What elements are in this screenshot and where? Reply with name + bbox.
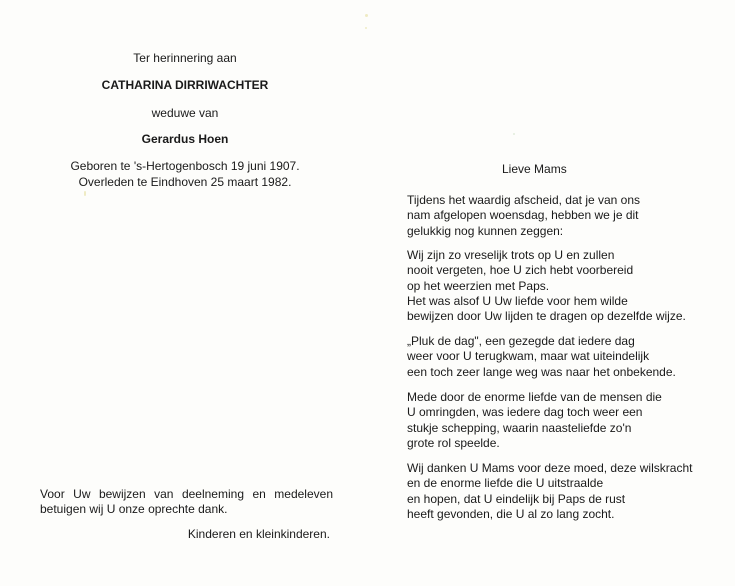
- paper-speck: [365, 14, 368, 17]
- poem-stanza: [407, 334, 676, 380]
- poem-line: Het was alsof U Uw liefde voor hem wilde: [407, 293, 628, 308]
- poem-line: een toch zeer lange weg was naar het onbekende.: [407, 364, 676, 379]
- poem-line: nam afgelopen woensdag, hebben we je dit: [407, 208, 639, 223]
- poem-line: gelukkig nog kunnen zeggen:: [407, 223, 564, 238]
- thanks-line: Voor Uw bewijzen van deelneming en medeleven: [40, 487, 333, 501]
- paper-speck: [365, 27, 367, 29]
- poem-line: weer voor U terugkwam, maar wat uiteindelijk: [407, 349, 650, 364]
- poem-line: Tijdens het waardig afscheid, dat je van ons: [407, 193, 641, 207]
- poem-title: Lieve Mams: [502, 162, 567, 176]
- poem-line: stukje schepping, waarin naasteliefde zo'n: [407, 420, 632, 435]
- poem-line: Wij danken U Mams voor deze moed, deze wilskracht: [407, 461, 693, 475]
- poem-line: U omringden, was iedere dag toch weer een: [407, 405, 643, 420]
- paper-speck: [84, 191, 86, 196]
- poem-stanza: [407, 193, 640, 239]
- life-dates: [0, 158, 370, 190]
- poem-line: „Pluk de dag", een gezegde dat iedere dag: [407, 334, 635, 348]
- death-line: Overleden te Eindhoven 25 maart 1982.: [78, 175, 292, 189]
- signature: Kinderen en kleinkinderen.: [187, 527, 330, 541]
- poem-line: op het weerzien met Paps.: [407, 278, 550, 293]
- relation-text: weduwe van: [151, 106, 219, 120]
- poem-line: grote rol speelde.: [407, 435, 500, 450]
- spouse-name: Gerardus Hoen: [141, 132, 229, 146]
- thanks-line: betuigen wij U onze oprechte dank.: [40, 502, 228, 516]
- poem-line: nooit vergeten, hoe U zich hebt voorbereid: [407, 263, 634, 278]
- poem-line: Wij zijn zo vreselijk trots op U en zullen: [407, 248, 615, 262]
- paper-speck: [513, 133, 515, 135]
- poem-line: en de enorme liefde die U uitstraalde: [407, 476, 604, 491]
- thanks-text: [40, 487, 333, 517]
- birth-line: Geboren te 's-Hertogenbosch 19 juni 1907.: [70, 159, 300, 173]
- deceased-name: CATHARINA DIRRIWACHTER: [101, 78, 269, 92]
- poem-line: heeft gevonden, die U al zo lang zocht.: [407, 506, 615, 521]
- poem-line: Mede door de enorme liefde van de mensen die: [407, 390, 662, 404]
- poem-line: en hopen, dat U eindelijk bij Paps de rust: [407, 491, 626, 506]
- poem-stanza: [407, 390, 662, 451]
- poem-stanza: [407, 248, 686, 324]
- poem-stanza: [407, 461, 692, 522]
- poem-line: bewijzen door Uw lijden te dragen op dezelfde wijze.: [407, 309, 686, 324]
- intro-text: Ter herinnering aan: [133, 51, 237, 65]
